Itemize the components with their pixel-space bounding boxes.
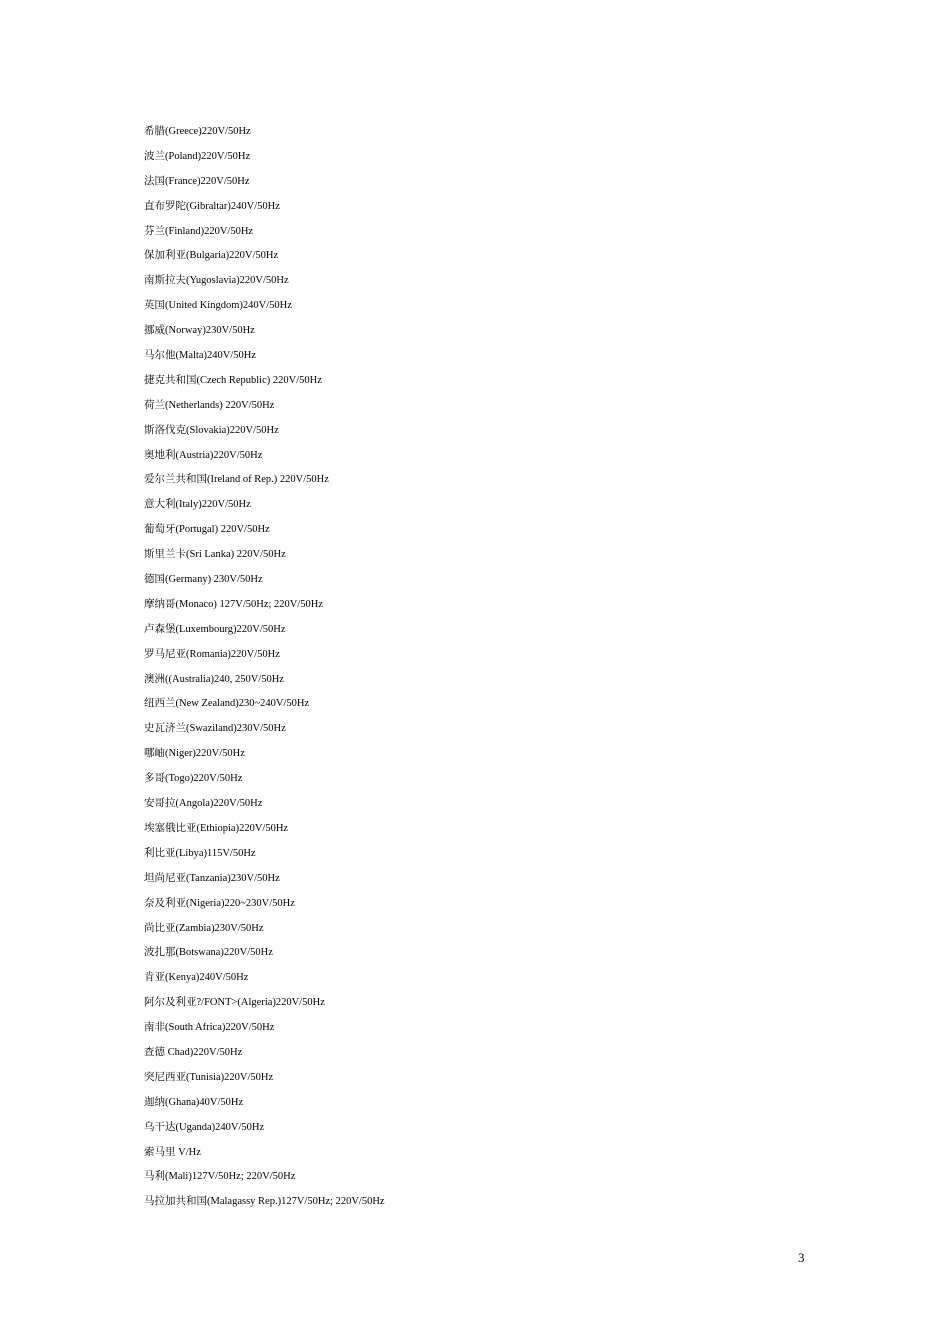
list-item: 法国(France)220V/50Hz xyxy=(144,175,250,187)
list-item: 德国(Germany) 230V/50Hz xyxy=(144,574,263,586)
list-item: 波扎那(Botswana)220V/50Hz xyxy=(144,947,273,959)
page-number: 3 xyxy=(798,1250,805,1265)
list-item: 罗马尼亚(Romania)220V/50Hz xyxy=(144,648,280,660)
list-item: 芬兰(Finland)220V/50Hz xyxy=(144,225,254,237)
list-item: 澳洲((Australia)240, 250V/50Hz xyxy=(144,673,284,685)
list-item: 挪威(Norway)230V/50Hz xyxy=(144,325,255,337)
list-item: 纽西兰(New Zealand)230~240V/50Hz xyxy=(144,698,310,710)
list-item: 乌干达(Uganda)240V/50Hz xyxy=(144,1121,265,1133)
list-item: 马利(Mali)127V/50Hz; 220V/50Hz xyxy=(144,1171,296,1183)
list-item: 哪岫(Niger)220V/50Hz xyxy=(144,748,245,760)
list-item: 波兰(Poland)220V/50Hz xyxy=(144,150,251,162)
list-item: 尚比亚(Zambia)230V/50Hz xyxy=(144,922,264,934)
voltage-list xyxy=(144,124,385,1219)
list-item: 安哥拉(Angola)220V/50Hz xyxy=(144,798,263,810)
list-item: 斯里兰卡(Sri Lanka) 220V/50Hz xyxy=(144,549,286,561)
list-item: 捷克共和国(Czech Republic) 220V/50Hz xyxy=(144,374,322,386)
list-item: 奥地利(Austria)220V/50Hz xyxy=(144,449,263,461)
list-item: 直布罗陀(Gibraltar)240V/50Hz xyxy=(144,200,280,212)
list-item: 马拉加共和国(Malagassy Rep.)127V/50Hz; 220V/50Hz xyxy=(144,1196,385,1208)
list-item: 爱尔兰共和国(Ireland of Rep.) 220V/50Hz xyxy=(144,474,329,486)
list-item: 埃塞俄比亚(Ethiopia)220V/50Hz xyxy=(144,822,289,834)
list-item: 突尼西亚(Tunisia)220V/50Hz xyxy=(144,1071,274,1083)
list-item: 南斯拉夫(Yugoslavia)220V/50Hz xyxy=(144,275,289,287)
list-item: 英国(United Kingdom)240V/50Hz xyxy=(144,300,292,312)
list-item: 摩纳哥(Monaco) 127V/50Hz; 220V/50Hz xyxy=(144,598,324,610)
list-item: 肯亚(Kenya)240V/50Hz xyxy=(144,972,249,984)
list-item: 马尔他(Malta)240V/50Hz xyxy=(144,350,256,362)
list-item: 利比亚(Libya)115V/50Hz xyxy=(144,847,256,859)
list-item: 希腊(Greece)220V/50Hz xyxy=(144,126,251,137)
list-item: 斯洛伐克(Slovakia)220V/50Hz xyxy=(144,424,279,436)
list-item: 查德 Chad)220V/50Hz xyxy=(144,1046,243,1058)
list-item: 阿尔及利亚?/FONT>(Algeria)220V/50Hz xyxy=(144,997,325,1009)
list-item: 坦尚尼亚(Tanzania)230V/50Hz xyxy=(144,872,280,884)
list-item: 保加利亚(Bulgaria)220V/50Hz xyxy=(144,250,279,262)
list-item: 史瓦济兰(Swaziland)230V/50Hz xyxy=(144,723,286,735)
list-item: 多哥(Togo)220V/50Hz xyxy=(144,773,243,785)
list-item: 迦纳(Ghana)40V/50Hz xyxy=(144,1096,244,1108)
list-item: 卢森堡(Luxembourg)220V/50Hz xyxy=(144,623,286,635)
list-item: 南非(South Africa)220V/50Hz xyxy=(144,1022,275,1034)
list-item: 荷兰(Netherlands) 220V/50Hz xyxy=(144,399,275,411)
list-item: 索马里 V/Hz xyxy=(144,1146,201,1158)
list-item: 奈及利亚(Nigeria)220~230V/50Hz xyxy=(144,897,295,909)
list-item: 葡萄牙(Portugal) 220V/50Hz xyxy=(144,524,270,536)
list-item: 意大利(Italy)220V/50Hz xyxy=(144,499,251,511)
